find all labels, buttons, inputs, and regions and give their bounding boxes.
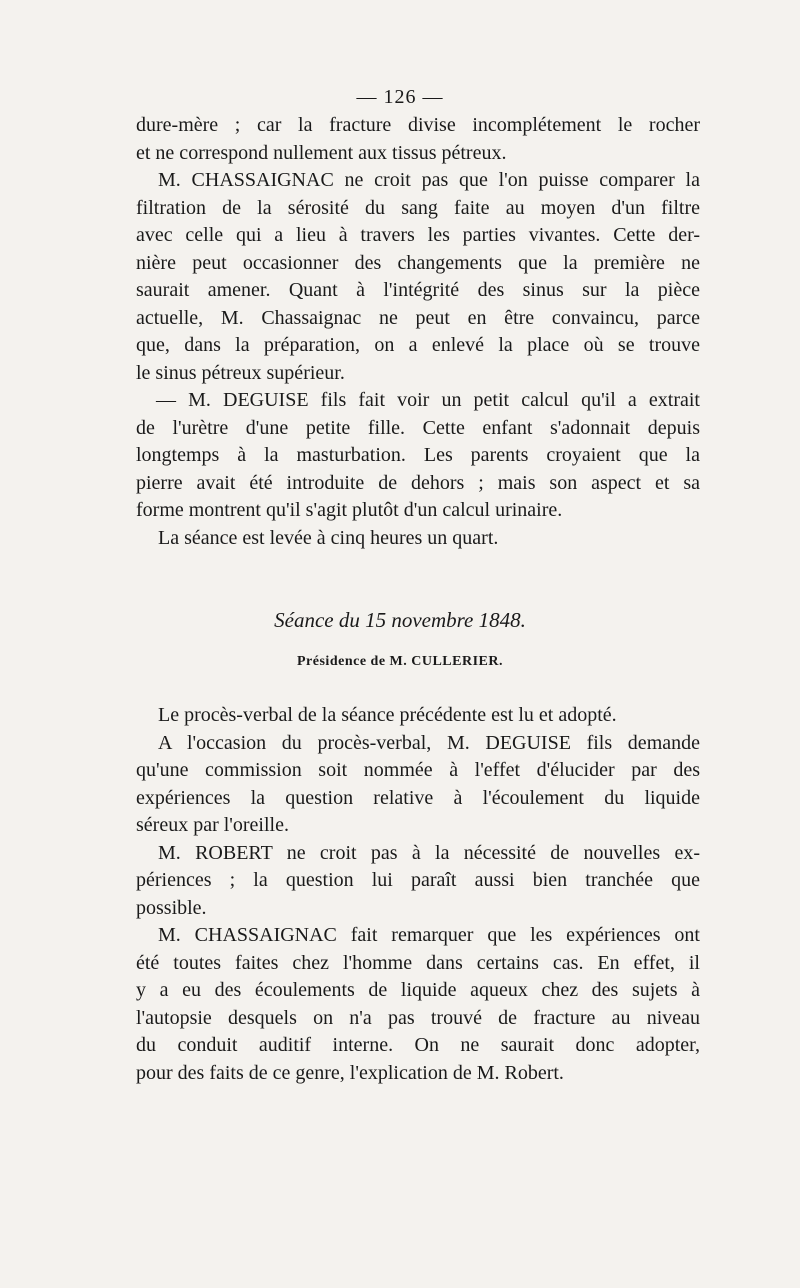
text-line: été toutes faites chez l'homme dans certains cas. En effet, il: [136, 951, 700, 974]
text-line: nière peut occasionner des changements que la première ne: [136, 251, 700, 274]
text-line: filtration de la sérosité du sang faite au moyen d'un filtre: [136, 196, 700, 219]
text-line: dure-mère ; car la fracture divise incomplétement le rocher: [136, 114, 700, 136]
text-line: qu'une commission soit nommée à l'effet d'élucider par des: [136, 759, 700, 781]
text-line: — M. DEGUISE fils fait voir un petit calcul qu'il a extrait: [156, 389, 700, 411]
text-line: expériences la question relative à l'écoulement du liquide: [136, 786, 700, 809]
text-line: actuelle, M. Chassaignac ne peut en être convaincu, parce: [136, 306, 700, 329]
text-block-top: [136, 112, 700, 552]
text-line: Le procès-verbal de la séance précédente est lu et adopté.: [158, 704, 617, 726]
text-line: M. CHASSAIGNAC fait remarquer que les expériences ont: [158, 924, 700, 946]
text-line: forme montrent qu'il s'agit plutôt d'un calcul urinaire.: [136, 499, 563, 521]
page-number: — 126 —: [356, 86, 444, 108]
text-line: avec celle qui a lieu à travers les parties vivantes. Cette der-: [136, 224, 700, 246]
section-heading: Séance du 15 novembre 1848.: [274, 608, 526, 632]
text-line: possible.: [136, 896, 207, 919]
text-line: La séance est levée à cinq heures un quart.: [158, 526, 499, 549]
text-line: le sinus pétreux supérieur.: [136, 361, 345, 384]
text-line: l'autopsie desquels on n'a pas trouvé de fracture au niveau: [136, 1006, 700, 1029]
text-line: que, dans la préparation, on a enlevé la place où se trouve: [136, 334, 700, 356]
text-line: de l'urètre d'une petite fille. Cette enfant s'adonnait depuis: [136, 416, 700, 439]
text-line: du conduit auditif interne. On ne saurait donc adopter,: [136, 1034, 700, 1056]
text-line: M. ROBERT ne croit pas à la nécessité de nouvelles ex-: [158, 841, 700, 864]
text-line: pierre avait été introduite de dehors ; mais son aspect et sa: [136, 471, 700, 494]
text-line: séreux par l'oreille.: [136, 814, 289, 836]
text-line: pour des faits de ce genre, l'explication de M. Robert.: [136, 1061, 564, 1084]
text-line: saurait amener. Quant à l'intégrité des sinus sur la pièce: [136, 279, 700, 301]
text-line: et ne correspond nullement aux tissus pétreux.: [136, 141, 507, 164]
text-line: y a eu des écoulements de liquide aqueux chez des sujets à: [136, 979, 700, 1001]
text-block-bottom: [136, 702, 700, 1087]
text-line: périences ; la question lui paraît aussi bien tranchée que: [136, 869, 700, 891]
text-line: M. CHASSAIGNAC ne croit pas que l'on puisse comparer la: [158, 169, 700, 191]
text-line: longtemps à la masturbation. Les parents croyaient que la: [136, 444, 700, 466]
text-line: A l'occasion du procès-verbal, M. DEGUISE fils demande: [158, 731, 700, 754]
presidency-line: Présidence de M. CULLERIER.: [297, 654, 503, 669]
